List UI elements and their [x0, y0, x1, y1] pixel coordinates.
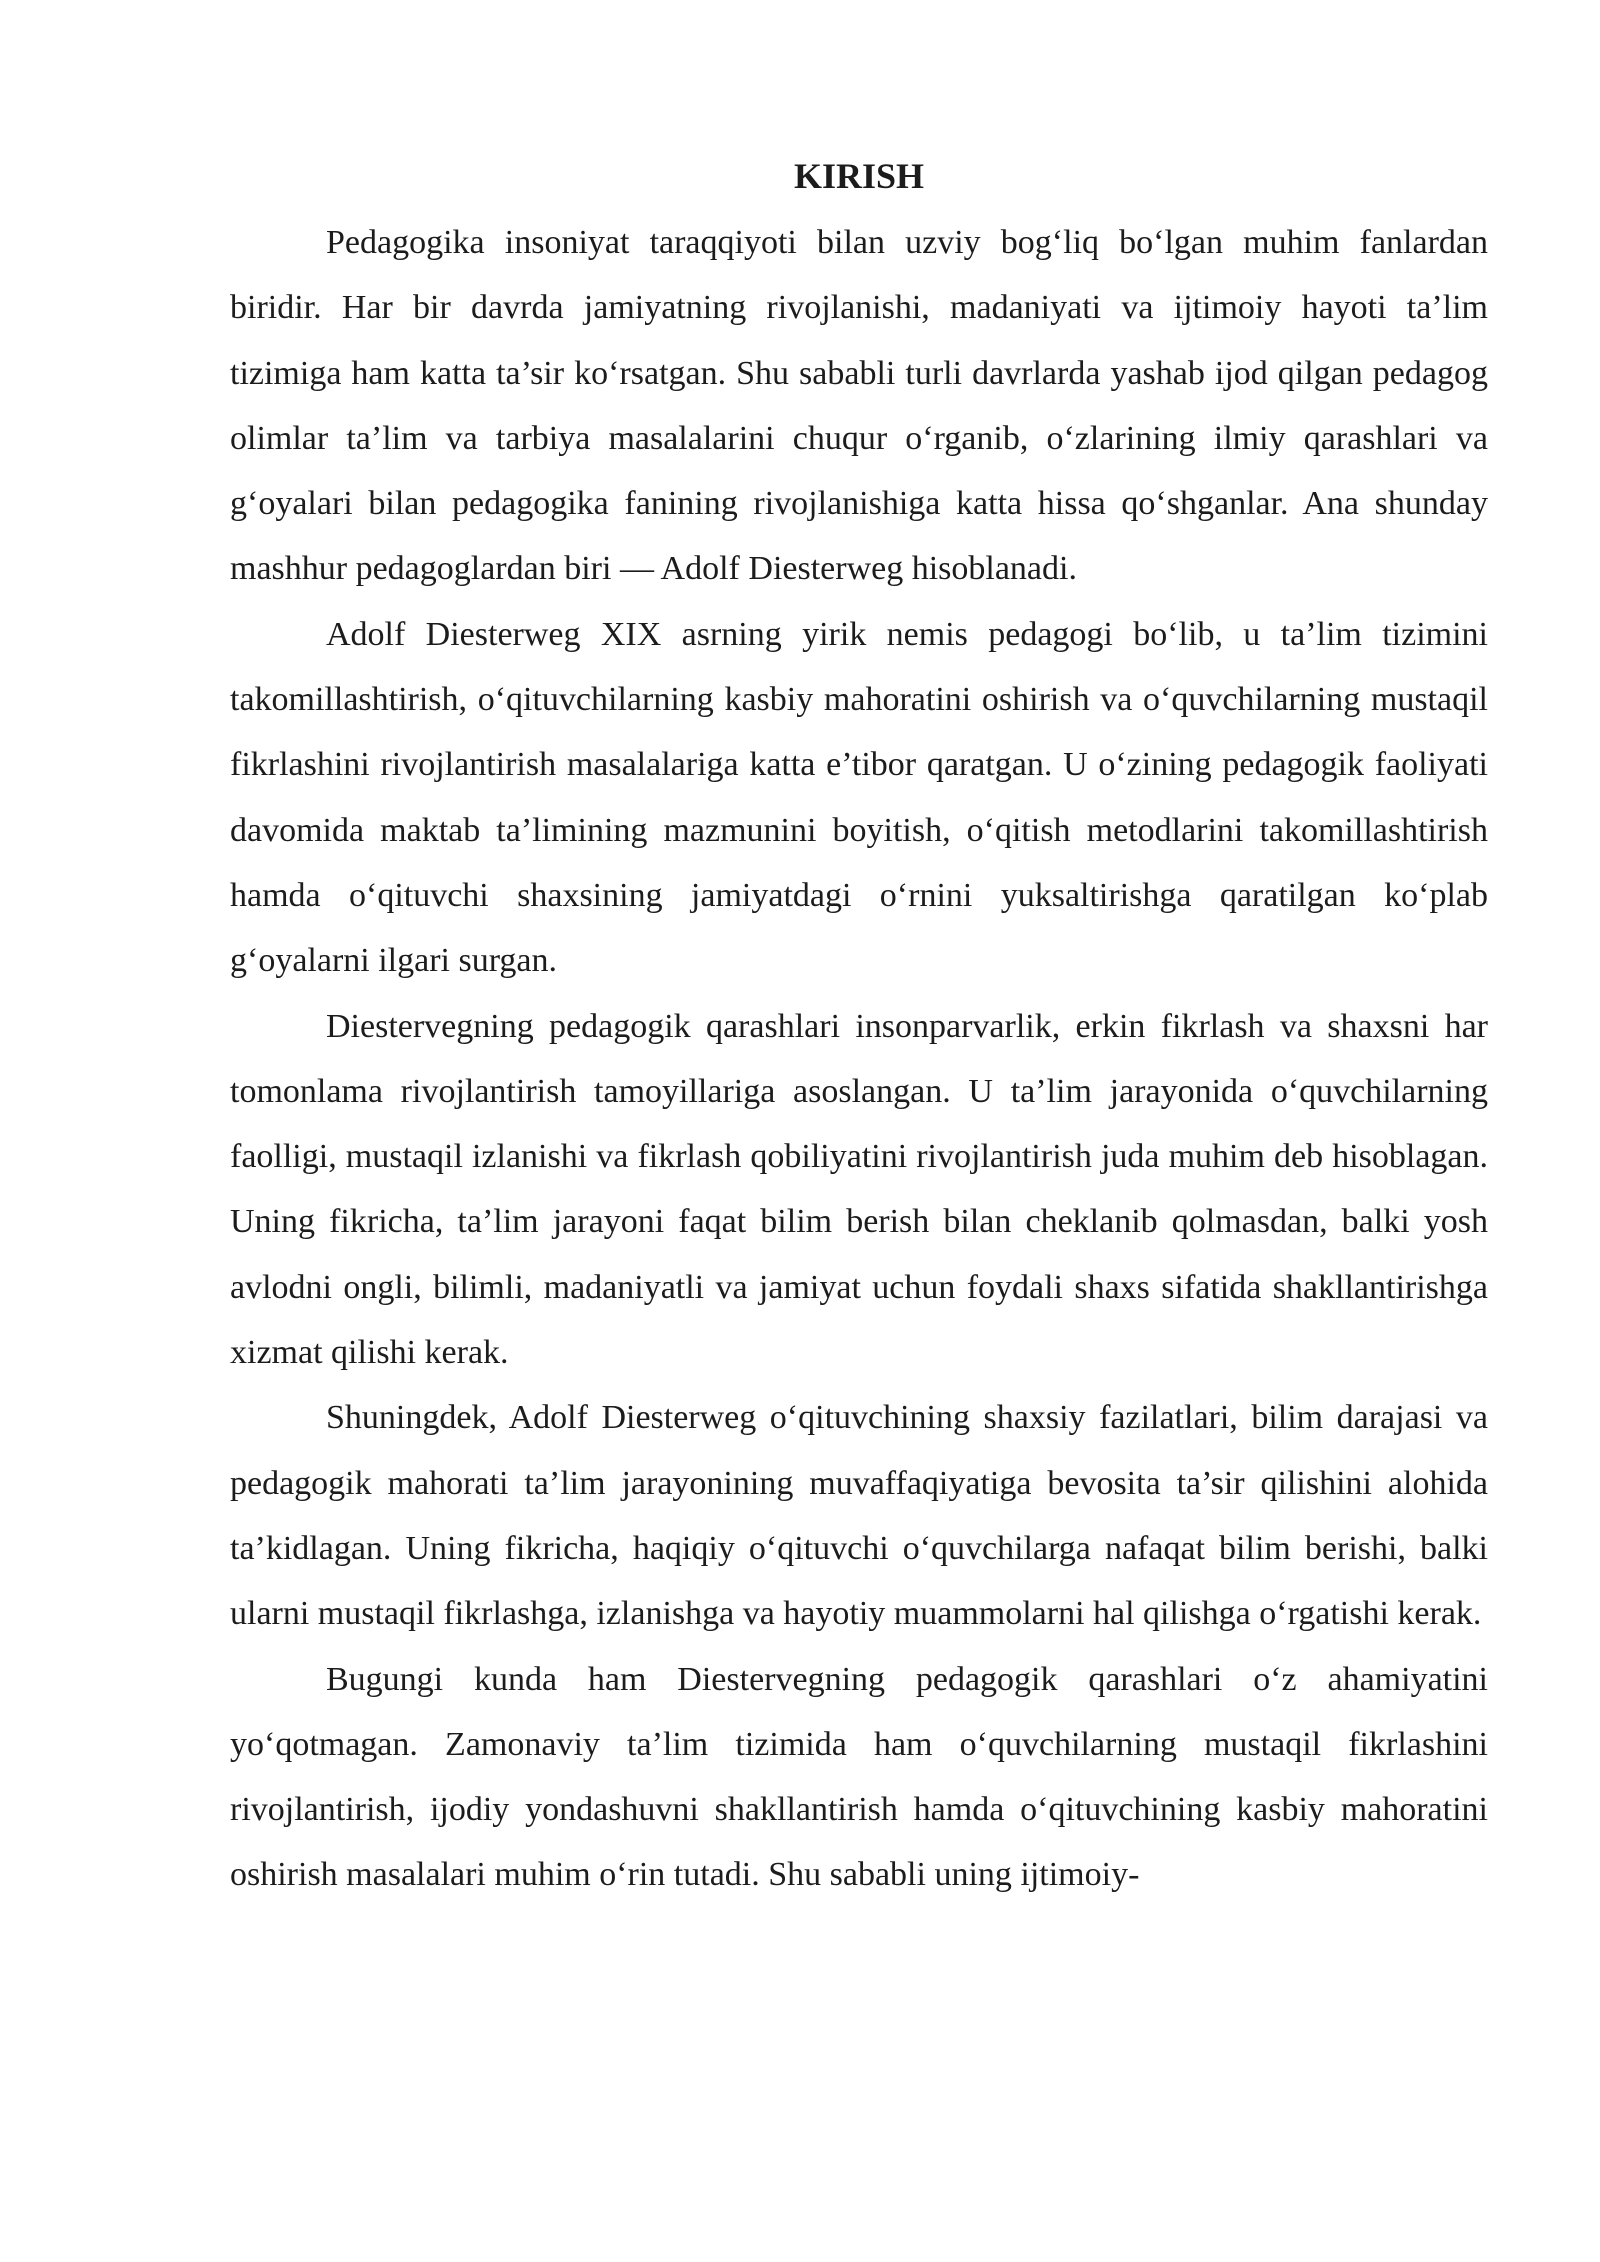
document-title: KIRISH [793, 156, 925, 196]
paragraph-5: Bugungi kunda ham Diestervegning pedagogik qarashlari o‘z ahamiyatini yo‘qotmagan. Zamonaviy ta’lim tizimida ham o‘quvchilarning mustaqil fikrlashini rivojlantirish, ijodiy yondashuvni shakllantirish hamda o‘qituvchining kasbiy mahoratini oshirish masalalari muhim o‘rin tutadi. Shu sababli uning ijtimoiy- [230, 1660, 1488, 1894]
paragraph-1: Pedagogika insoniyat taraqqiyoti bilan uzviy bog‘liq bo‘lgan muhim fanlardan biridir. Har bir davrda jamiyatning rivojlanishi, madaniyati va ijtimoiy hayoti ta’lim tizimiga ham katta ta’sir ko‘rsatgan. Shu sababli turli davrlarda yashab ijod qilgan pedagog olimlar ta’lim va tarbiya masalalarini chuqur o‘rganib, o‘zlarining ilmiy qarashlari va g‘oyalari bilan pedagogika fanining rivojlanishiga katta hissa qo‘shganlar. Ana shunday mashhur pedagoglardan biri — Adolf Diesterweg hisoblanadi. [230, 224, 1488, 588]
paragraph-4: Shuningdek, Adolf Diesterweg o‘qituvchining shaxsiy fazilatlari, bilim darajasi va pedagogik mahorati ta’lim jarayonining muvaffaqiyatiga bevosita ta’sir qilishini alohida ta’kidlagan. Uning fikricha, haqiqiy o‘qituvchi o‘quvchilarga nafaqat bilim berishi, balki ularni mustaqil fikrlashga, izlanishga va hayotiy muammolarni hal qilishga o‘rgatishi kerak. [230, 1399, 1488, 1633]
paragraph-3: Diestervegning pedagogik qarashlari insonparvarlik, erkin fikrlash va shaxsni har tomonlama rivojlantirish tamoyillariga asoslangan. U ta’lim jarayonida o‘quvchilarning faolligi, mustaqil izlanishi va fikrlash qobiliyatini rivojlantirish juda muhim deb hisoblagan. Uning fikricha, ta’lim jarayoni faqat bilim berish bilan cheklanib qolmasdan, balki yosh avlodni ongli, bilimli, madaniyatli va jamiyat uchun foydali shaxs sifatida shakllantirishga xizmat qilishi kerak. [230, 1007, 1488, 1372]
paragraph-2: Adolf Diesterweg XIX asrning yirik nemis pedagogi bo‘lib, u ta’lim tizimini takomillashtirish, o‘qituvchilarning kasbiy mahoratini oshirish va o‘quvchilarning mustaqil fikrlashini rivojlantirish masalalariga katta e’tibor qaratgan. U o‘zining pedagogik faoliyati davomida maktab ta’limining mazmunini boyitish, o‘qitish metodlarini takomillashtirish hamda o‘qituvchi shaxsining jamiyatdagi o‘rnini yuksaltirishga qaratilgan ko‘plab g‘oyalarni ilgari surgan. [230, 615, 1488, 980]
